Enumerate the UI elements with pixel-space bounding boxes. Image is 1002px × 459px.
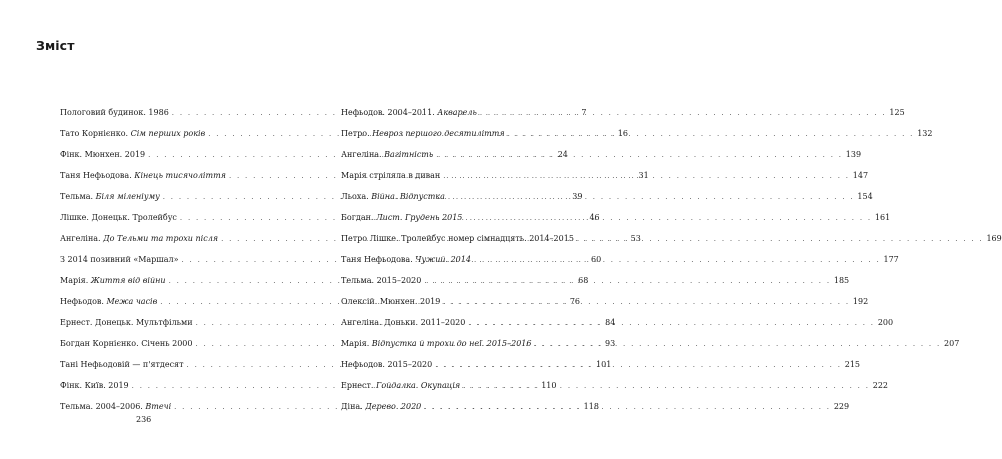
toc-entry-page: 185 [833,276,850,285]
toc-entry-page: 169 [986,234,1002,243]
toc-entry-page: 222 [872,381,889,390]
toc-entry-title-italic: Межа часів [106,297,158,306]
toc-entry-title [60,318,193,328]
toc-entry-title-main: Тельма. 2015–2020 [341,276,422,285]
toc-entry-title-main: Льоха. [341,192,372,201]
toc-entry-page: 200 [877,318,894,327]
toc-entry-page: 53 [630,234,641,243]
toc-entry-title-main: Фінк. Мюнхен. 2019 [60,150,146,159]
toc-entry-title [60,339,192,349]
toc-entry-title-italic: Акварель [437,108,477,117]
toc-entry-title-italic: До Тельми та трохи після [103,234,219,243]
toc-entry [341,108,905,129]
toc-entry-page: 161 [874,213,891,222]
toc-dot-leader [443,171,850,181]
toc-entry-title-italic: Гойдалка. Окупація [376,381,461,390]
toc-entry-title-main: Богдан. [341,213,376,222]
toc-entry-page: 24 [557,150,568,159]
toc-entry-title-italic: Втечі [145,402,172,411]
toc-entry-title-main: Петро Лішке. Тролейбус номер сімнадцять. 2014–2015 [341,234,574,243]
toc-entry-page: 229 [833,402,850,411]
toc-dot-leader [448,192,855,202]
toc-dot-leader [463,381,870,391]
toc-entry-title-italic: Вагітність [384,150,434,159]
toc-entry-page: 118 [583,402,599,411]
toc-entry-page: 192 [852,297,869,306]
toc-entry-title-italic: Дерево. 2020 [365,402,422,411]
toc-entry-title-main: Богдан Корнієнко. Січень 2000 [60,339,193,348]
toc-entry-title [341,402,421,412]
toc-entry-page: 93 [605,339,616,348]
toc-entry-page: 16 [617,129,628,138]
toc-entry-page: 76 [569,297,580,306]
toc-dot-leader [424,402,831,412]
toc-entry-page: 39 [572,192,583,201]
toc-dot-leader [480,108,887,118]
toc-dot-leader [435,360,842,370]
toc-dot-leader [534,339,941,349]
toc-entry-title [60,402,171,412]
toc-entry-page: 177 [883,255,899,264]
toc-entry-title [341,381,460,391]
toc-entry-title [341,255,471,265]
toc-entry-title [60,150,145,160]
toc-entry-page: 46 [589,213,600,222]
toc-entry-title-main: Тато Корнієнко. [60,129,131,138]
toc-entry-page: 68 [578,276,589,285]
toc-entry-title-main: Марія. [341,339,372,348]
toc-entry-title-italic: Життя від війни [90,276,166,285]
toc-entry-title [341,276,421,286]
toc-entry-title [60,234,218,244]
toc-entry-title-main: Пологовий будинок. 1986 [60,108,169,117]
toc-entry-title [60,360,184,370]
toc-entry-title [341,213,462,223]
toc-entry [341,150,862,171]
toc-entry-title-main: Діна. [341,402,366,411]
toc-entry-title-main: Нефьодов. 2004–2011. [341,108,438,117]
toc-entry-page: 110 [541,381,557,390]
toc-dot-leader [508,129,915,139]
toc-dot-leader [474,255,881,265]
toc-entry-page: 147 [852,171,869,180]
toc-entry-title-italic: Невроз першого десятиліття [372,129,505,138]
toc-entry-title-main: Ангеліна. [341,150,385,159]
toc-entry-title-main: Ернест. Донецьк. Мультфільми [60,318,193,327]
toc-entry-page: 215 [844,360,861,369]
toc-entry-title [341,318,465,328]
toc-entry-title-main: Марія стріляла в диван [341,171,441,180]
toc-dot-leader [424,276,831,286]
toc-dot-leader [468,318,875,328]
toc-dot-leader [465,213,872,223]
toc-entry-title [341,129,505,139]
toc-entry-title [341,171,440,181]
toc-entry-title [341,339,531,349]
toc-entry-page: 125 [889,108,905,117]
toc-entry-title-main: Тельма. [60,192,96,201]
toc-entry-title [60,276,166,286]
toc-entry-title [60,213,177,223]
toc-entry-page: 60 [591,255,602,264]
toc-entry-page: 154 [857,192,873,201]
toc-entry-title-main: Олексій. Мюнхен. 2019 [341,297,441,306]
toc-entry-title [341,360,432,370]
toc-entry-title-main: Тельма. 2004–2006. [60,402,146,411]
toc-entry-title [60,129,205,139]
toc-entry-title-main: Петро. [341,129,373,138]
toc-dot-leader [577,234,984,244]
toc-entry-title [60,297,157,307]
toc-entry-title-main: Нефьодов. [60,297,107,306]
toc-entry-title-main: Ернест. [341,381,377,390]
toc-entry-title [60,255,178,265]
toc-entry-title-main: Лішке. Донецьк. Тролейбус [60,213,177,222]
toc-entry-title-italic: Чужий. 2014 [415,255,471,264]
toc-entry-title [60,192,160,202]
toc-entry-title [341,234,574,244]
toc-entry-title-main: Марія. [60,276,91,285]
toc-entry-page: 84 [605,318,616,327]
toc-entry-title-italic: Лист. Грудень 2015 [376,213,463,222]
toc-entry-page: 132 [917,129,933,138]
toc-dot-leader [436,150,843,160]
toc-entry-title-italic: Війна. Відпустка [371,192,445,201]
toc-entry-title-main: Нефьодов. 2015–2020 [341,360,433,369]
toc-entry-title [341,150,433,160]
toc-entry-title-italic: Відпустка й трохи до неї. 2015–2016 [371,339,532,348]
toc-entry-title [60,381,129,391]
toc-entry-title-main: Ангеліна. Доньки. 2011–2020 [341,318,466,327]
toc-entry-title [341,108,477,118]
toc-entry-title-main: Таня Нефьодова. [341,255,416,264]
toc-entry-title [341,192,445,202]
page-number: 236 [136,415,152,424]
toc-entry-title [341,297,440,307]
toc-entry-title [60,171,226,181]
toc-entry-page: 7 [581,108,587,117]
toc-entry-title-main: Таня Нефьодова. [60,171,135,180]
toc-dot-leader [443,297,850,307]
toc-entry-title-main: Тані Нефьодовій — п'ятдесят [60,360,184,369]
toc-entry [341,381,889,402]
toc-entry-title-italic: Кінець тисячоліття [134,171,226,180]
toc-entry-page: 207 [944,339,960,348]
toc-entry-title-main: Ангеліна. [60,234,104,243]
toc-entry-title-italic: Сім перших років [130,129,206,138]
toc-entry-title-italic: Біля мілeніуму [95,192,160,201]
toc-entry-page: 31 [638,171,649,180]
toc-entry-title-main: Фінк. Київ. 2019 [60,381,129,390]
toc-entry-title [60,108,169,118]
toc-entry-page: 101 [596,360,612,369]
page-title: Зміст [36,38,75,53]
toc-entry-title-main: З 2014 позивний «Маршал» [60,255,179,264]
toc-entry-page: 139 [845,150,862,159]
